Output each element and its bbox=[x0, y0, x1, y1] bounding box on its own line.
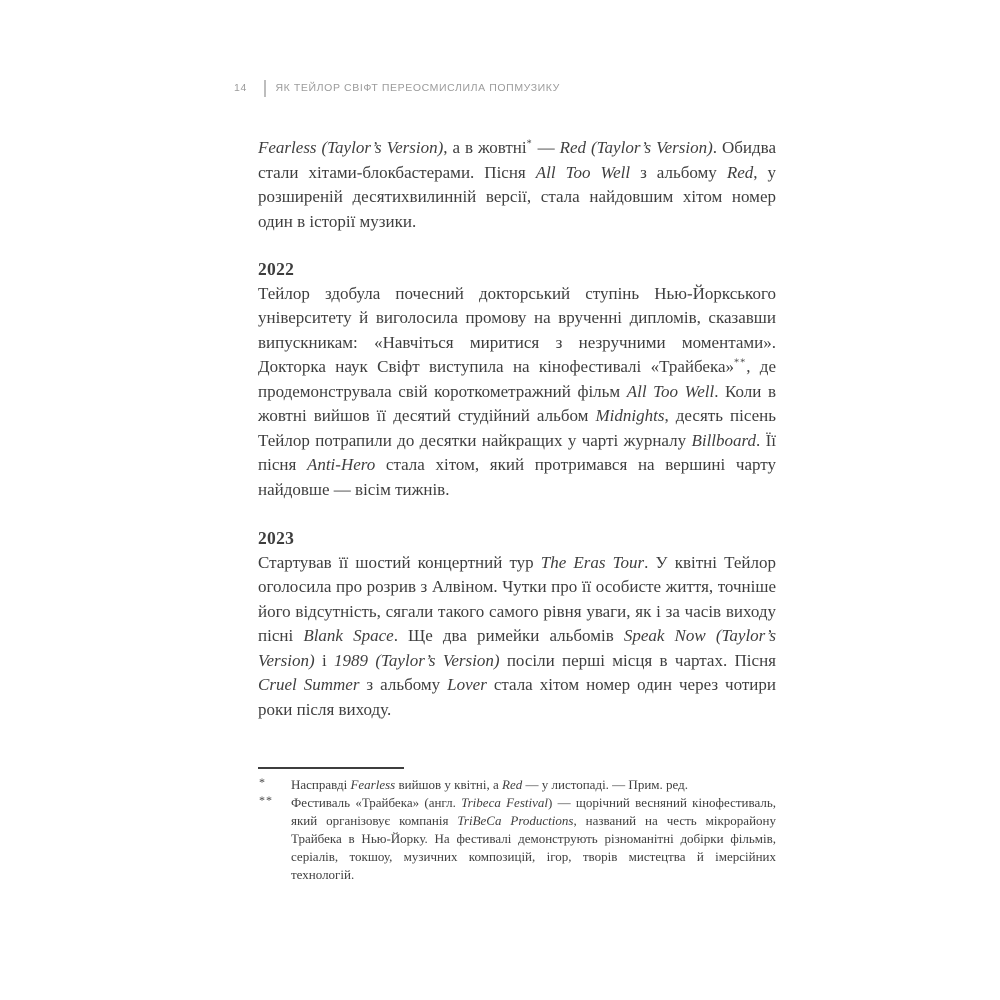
footnote-2-text: Фестиваль «Трайбека» (англ. Tribeca Festival) — щорічний весняний кінофестиваль, який організовує компанія TriBeCa Productions, названий на честь мікрорайону Трайбека в Нью-Йорку. На фестивалі демонструють різноманітні добірки фільмів, серіалів, токшоу, музичних композицій, ігор, творів мистецтва й імерсійних технологій. bbox=[291, 795, 776, 882]
running-header bbox=[234, 79, 560, 97]
footnote-2 bbox=[258, 794, 776, 884]
header-divider bbox=[264, 80, 266, 97]
paragraph-2022: Тейлор здобула почесний докторський ступінь Нью-Йоркського університету й виголосила промову на врученні дипломів, сказавши випускникам: «Навчіться миритися з незручними моментами». Докторка наук Свіфт виступила на кінофестивалі «Трайбека»**, де продемонструвала свій короткометражний фільм All Too Well. Коли в жовтні вийшов її десятий студійний альбом Midnights, десять пісень Тейлор потрапили до десятки найкращих у чарті журналу Billboard. Її пісня Anti-Hero стала хітом, який протримався на вершині чарту найдовше — вісім тижнів. bbox=[258, 283, 776, 499]
footnote-2-marker: ** bbox=[259, 793, 273, 807]
running-title: ЯК ТЕЙЛОР СВІФТ ПЕРЕОСМИСЛИЛА ПОПМУЗИКУ bbox=[275, 82, 560, 94]
intro-paragraph: Fearless (Taylor’s Version), а в жовтні* — Red (Taylor’s Version). Обидва стали хітами-блокбастерами. Пісня All Too Well з альбому Red, у розширеній десятихвилинній версії, стала найдовшим хітом номер один в історії музики. bbox=[258, 138, 777, 231]
paragraph-2023: Стартував її шостий концертний тур The Eras Tour. У квітні Тейлор оголосила про розрив з Алвіном. Чутки про її особисте життя, точніше його відсутність, сягали такого самого рівня уваги, як і за часів виходу пісні Blank Space. Ще два римейки альбомів Speak Now (Taylor’s Version) і 1989 (Taylor’s Version) посіли перші місця в чартах. Пісня Cruel Summer з альбому Lover стала хітом номер один через чотири роки після виходу. bbox=[258, 552, 777, 719]
footnotes-block bbox=[258, 767, 776, 884]
footnote-1 bbox=[258, 776, 776, 794]
section-2023 bbox=[258, 526, 776, 722]
page-number: 14 bbox=[234, 82, 247, 94]
text-column bbox=[258, 136, 776, 884]
year-heading-2022: 2022 bbox=[258, 259, 295, 279]
footnote-1-marker: * bbox=[259, 775, 266, 789]
year-heading-2023: 2023 bbox=[258, 528, 295, 548]
section-2022 bbox=[258, 257, 776, 502]
footnote-1-text: Насправді Fearless вийшов у квітні, а Red — у листопаді. — Прим. ред. bbox=[291, 777, 688, 792]
footnote-rule bbox=[258, 767, 404, 769]
